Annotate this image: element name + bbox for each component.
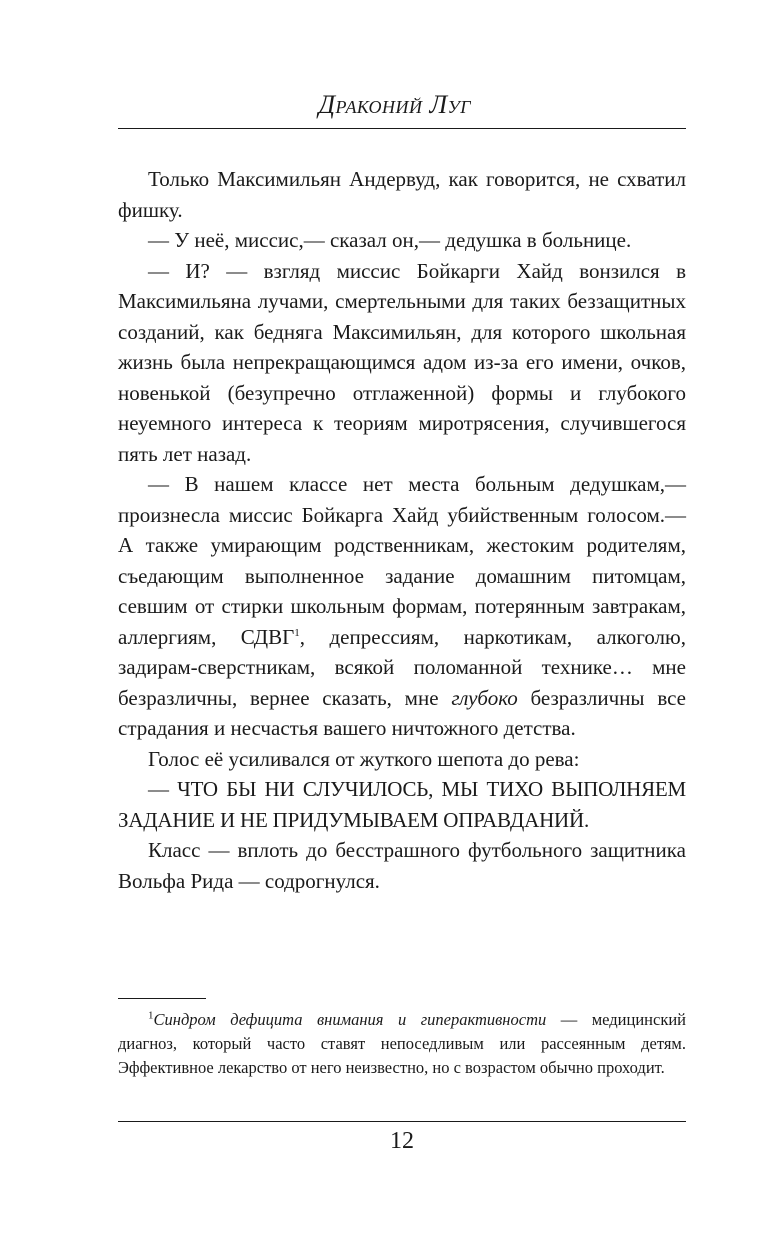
footnote-reference[interactable]: 1 bbox=[294, 626, 300, 639]
footnote-divider bbox=[118, 998, 206, 999]
paragraph: — ЧТО БЫ НИ СЛУЧИЛОСЬ, МЫ ТИХО ВЫПОЛНЯЕМ ЗАДАНИЕ И НЕ ПРИДУМЫВАЕМ ОПРАВДАНИЙ. bbox=[118, 777, 686, 832]
footnote-mark: 1 bbox=[148, 1009, 154, 1022]
paragraph: — У неё, миссис,— сказал он,— дедушка в больнице. bbox=[148, 228, 632, 252]
page-number: 12 bbox=[390, 1128, 414, 1154]
paragraph: — И? — взгляд миссис Бойкарги Хайд вонзился в Максимильяна лучами, смертельными для таких беззащитных созданий, как бедняга Максимильян, для которого школьная жизнь была непрекращающимся адом из-за его имени, очков, новенькой (безупречно отглаженной) формы и глубокого неуемного интереса к теориям миротрясения, случившегося пять лет назад. bbox=[118, 258, 686, 466]
page-header bbox=[118, 84, 686, 129]
main-text bbox=[118, 164, 686, 896]
paragraph: Класс — вплоть до бесстрашного футбольного защитника Вольфа Рида — содрогнулся. bbox=[118, 838, 686, 893]
paragraph-text: безразличны все страдания и несчастья вашего ничтожного детства. bbox=[118, 685, 687, 740]
paragraph-text: — В нашем классе нет места больным дедушкам,— произнесла миссис Бойкарга Хайд убийственным голосом.— А также умирающим родственникам, жестоким родителям, съедающим выполненное задание домашним питомцам, севшим от стирки школьным формам, потерянным завтракам, аллергиям, СДВГ bbox=[118, 472, 686, 649]
footnote-term: Синдром дефицита внимания и гиперактивности bbox=[153, 1010, 547, 1029]
paragraph: Только Максимильян Андервуд, как говорится, не схватил фишку. bbox=[118, 167, 686, 222]
paragraph: Голос её усиливался от жуткого шепота до рева: bbox=[148, 746, 580, 771]
emphasis-text: глубоко bbox=[451, 685, 518, 710]
paragraph bbox=[118, 469, 686, 744]
running-title: Драконий Луг bbox=[318, 90, 471, 119]
bottom-divider bbox=[118, 1121, 686, 1122]
paragraph-text: , депрессиям, наркотикам, алкоголю, задирам-сверстникам, всякой поломанной технике… мне безразличны, вернее сказать, мне bbox=[118, 624, 686, 710]
footnote bbox=[118, 1008, 686, 1080]
footnote-text: — медицинский диагноз, который часто ставят непоседливым или рассеянным детям. Эффективное лекарство от него неизвестно, но с возрастом обычно проходит. bbox=[118, 1010, 686, 1077]
